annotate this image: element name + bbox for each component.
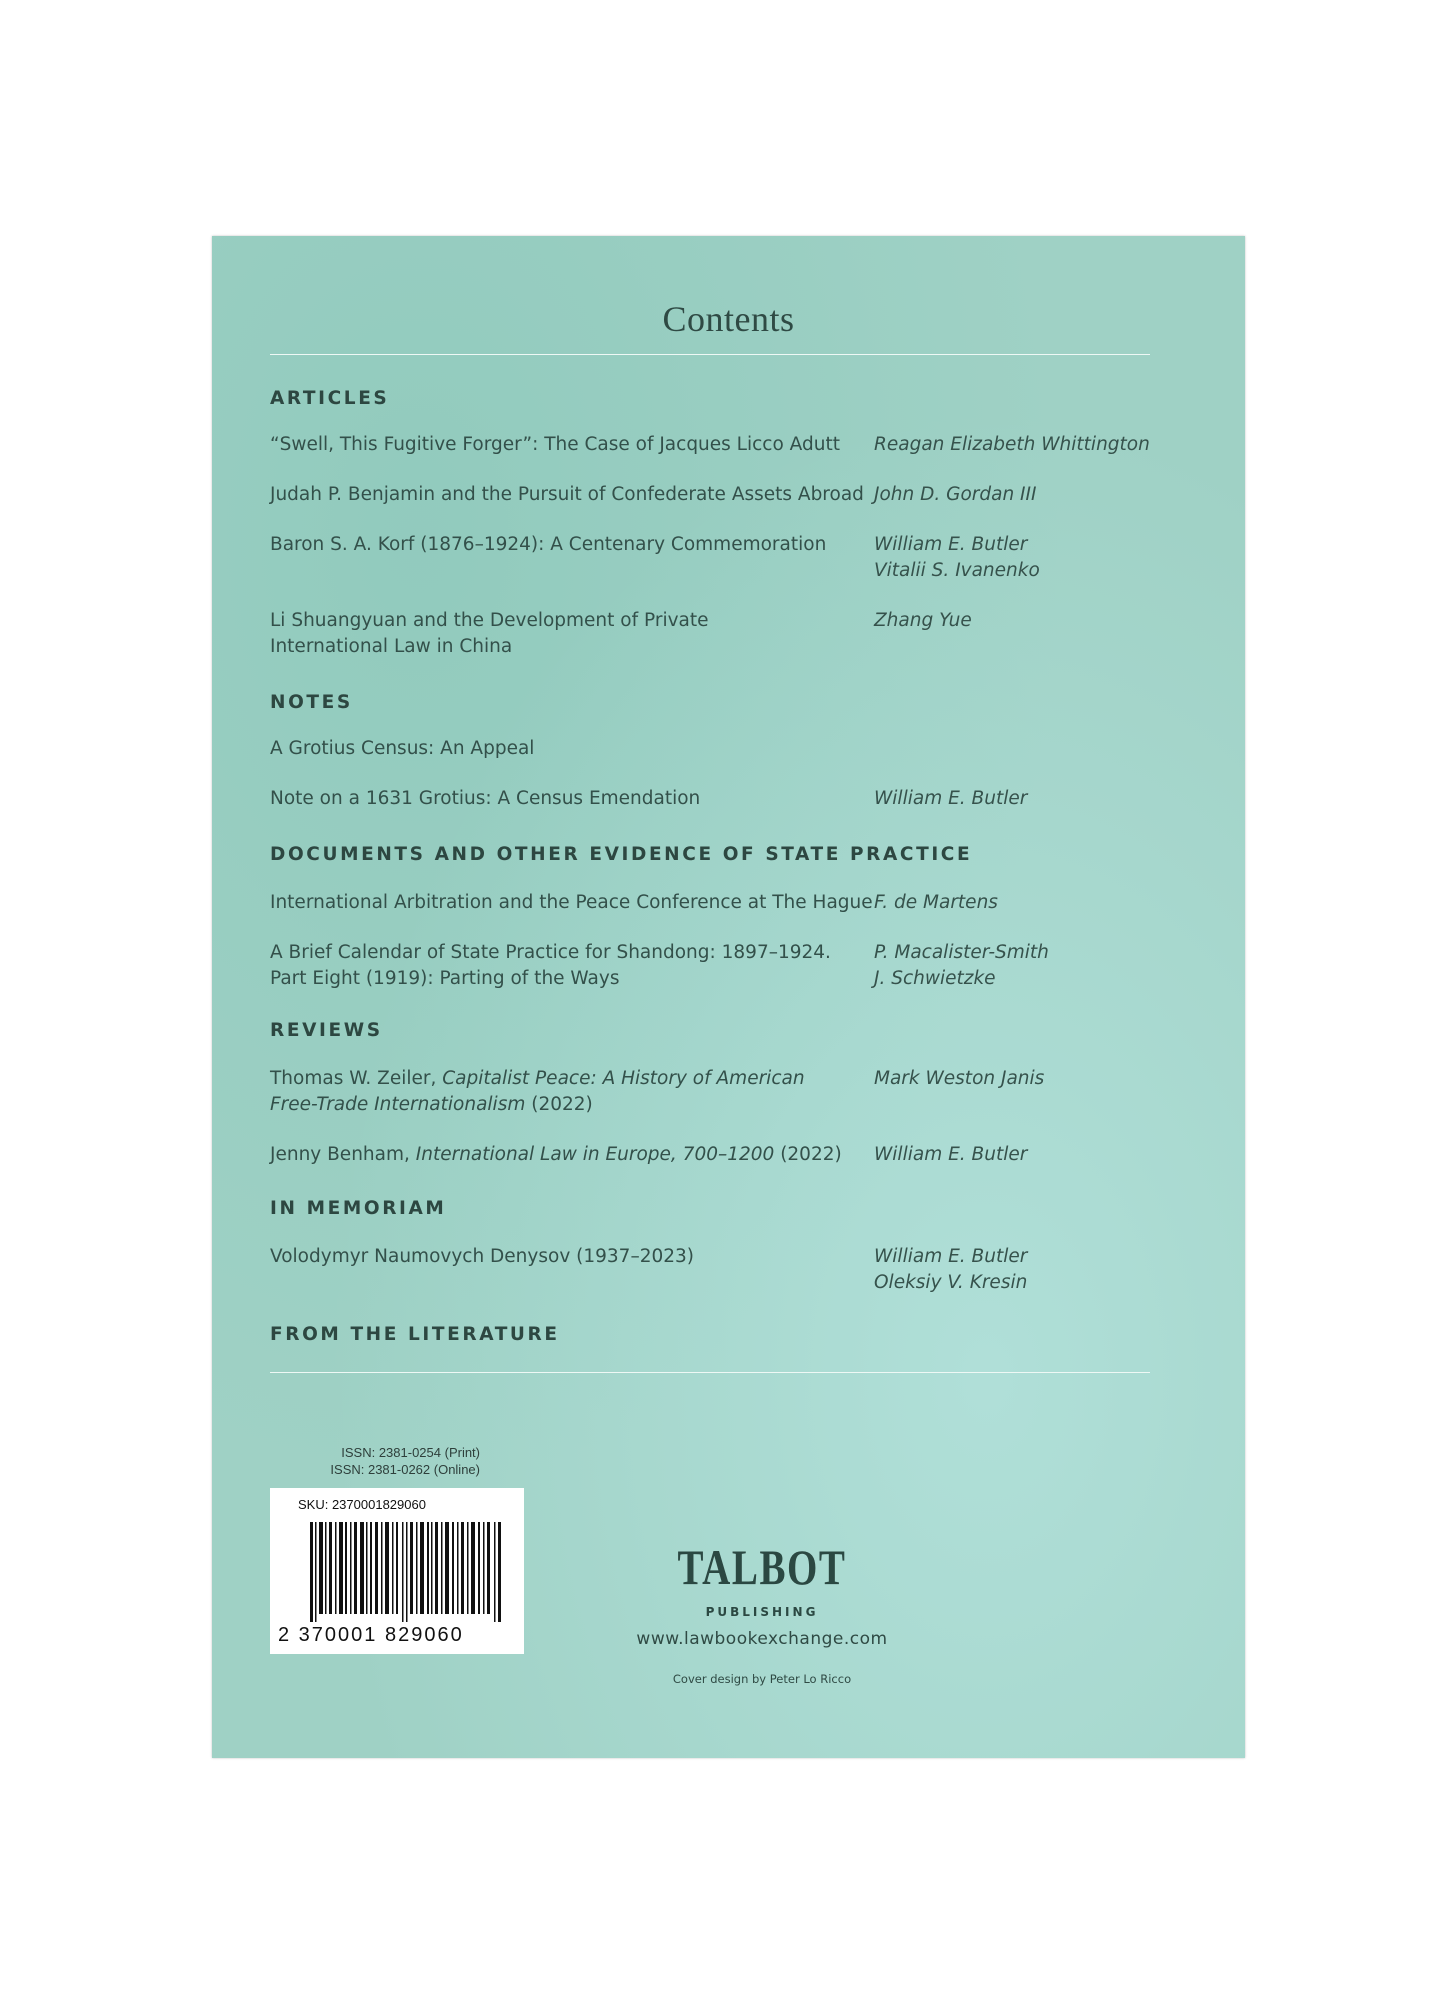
publisher-logo: TALBOT	[677, 1539, 847, 1595]
barcode-number: 2 370001 829060	[278, 1624, 464, 1646]
contents-title: Contents	[662, 299, 795, 339]
publisher-logo-subtitle: PUBLISHING	[705, 1605, 819, 1619]
entry-title: Judah P. Benjamin and the Pursuit of Confederate Assets Abroad	[270, 484, 864, 505]
bottom-divider	[270, 1372, 1150, 1373]
entry-title: A Grotius Census: An Appeal	[270, 738, 535, 759]
barcode-label	[270, 1488, 524, 1654]
entry-author: William E. Butler Oleksiy V. Kresin	[874, 1246, 1028, 1293]
back-cover	[212, 236, 1245, 1758]
cover-design-credit: Cover design by Peter Lo Ricco	[672, 1672, 852, 1686]
top-divider	[270, 354, 1150, 355]
entry-title: Li Shuangyuan and the Development of Private International Law in China	[270, 610, 709, 657]
entry-author: William E. Butler	[874, 788, 1028, 809]
entry-author: John D. Gordan III	[874, 484, 1037, 505]
entry-author: Mark Weston Janis	[874, 1068, 1045, 1089]
entry-title: Volodymyr Naumovych Denysov (1937–2023)	[270, 1246, 694, 1267]
entry-author: William E. Butler Vitalii S. Ivanenko	[874, 534, 1040, 581]
issn-online: ISSN: 2381-0262 (Online)	[330, 1462, 480, 1477]
publisher-url: www.lawbookexchange.com	[636, 1629, 888, 1649]
entry-title: A Brief Calendar of State Practice for Shandong: 1897–1924. Part Eight (1919): Parting of the Ways	[270, 942, 831, 989]
section-heading-reviews: REVIEWS	[270, 1020, 383, 1041]
entry-title: Jenny Benham, International Law in Europe, 700–1200 (2022)	[270, 1144, 842, 1165]
entry-author: William E. Butler	[874, 1144, 1028, 1165]
section-heading-documents: DOCUMENTS AND OTHER EVIDENCE OF STATE PRACTICE	[270, 844, 973, 865]
entry-title: Note on a 1631 Grotius: A Census Emendation	[270, 788, 701, 809]
entry-author: Zhang Yue	[874, 610, 972, 631]
issn-block	[270, 1444, 480, 1478]
entry-title: Baron S. A. Korf (1876–1924): A Centenary Commemoration	[270, 534, 827, 555]
entry-author: Reagan Elizabeth Whittington	[874, 434, 1150, 455]
entry-title: Thomas W. Zeiler, Capitalist Peace: A History of American Free-Trade Internationalism (2022)	[270, 1068, 805, 1115]
section-heading-notes: NOTES	[270, 692, 353, 713]
issn-print: ISSN: 2381-0254 (Print)	[341, 1445, 480, 1460]
barcode-icon	[310, 1522, 510, 1622]
entry-author: F. de Martens	[874, 892, 998, 913]
entry-title: International Arbitration and the Peace Conference at The Hague	[270, 892, 873, 913]
section-heading-memoriam: IN MEMORIAM	[270, 1198, 447, 1219]
entry-title: “Swell, This Fugitive Forger”: The Case of Jacques Licco Adutt	[270, 434, 840, 455]
section-heading-literature: FROM THE LITERATURE	[270, 1324, 560, 1345]
section-heading-articles: ARTICLES	[270, 388, 390, 409]
entry-author: P. Macalister-Smith J. Schwietzke	[874, 942, 1049, 989]
sku-text: SKU: 2370001829060	[298, 1497, 426, 1512]
